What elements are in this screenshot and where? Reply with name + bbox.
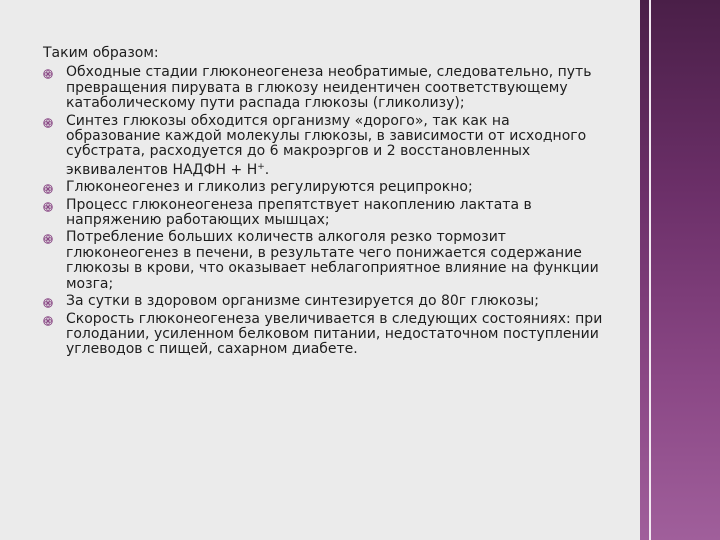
bullet-item [43, 230, 603, 292]
bullet-text: За сутки в здоровом организме синтезируется до 80г глюкозы; [66, 293, 539, 310]
bullet-text: Глюконеогенез и гликолиз регулируются реципрокно; [66, 179, 473, 196]
bullet-item [43, 114, 603, 179]
flower-bullet-icon [43, 183, 53, 193]
flower-bullet-icon [43, 117, 53, 127]
flower-bullet-icon [43, 201, 53, 211]
bullet-text: Потребление больших количеств алкоголя резко тормозит глюконеогенез в печени, в результате чего понижается содержание глюкозы в крови, что оказывает неблагоприятное влияние на функции мозга; [66, 229, 599, 292]
bullet-list [43, 65, 603, 357]
intro-text: Таким образом: [43, 45, 159, 61]
sidebar-divider-line [649, 0, 651, 540]
bullet-text: Скорость глюконеогенеза увеличивается в следующих состояниях: при голодании, усиленном белковом питании, недостаточном поступлении углеводов с пищей, сахарном диабете. [66, 310, 603, 358]
bullet-text: Обходные стадии глюконеогенеза необратимые, следовательно, путь превращения пирувата в глюкозу неидентичен соответствующему катаболическому пути распада глюкозы (гликолизу); [66, 64, 592, 112]
bullet-item [43, 294, 603, 309]
bullet-item [43, 198, 603, 229]
bullet-item [43, 312, 603, 358]
bullet-text: Процесс глюконеогенеза препятствует накоплению лактата в напряжению работающих мышцах; [66, 196, 532, 229]
bullet-item [43, 65, 603, 111]
slide-content [43, 46, 603, 360]
decorative-sidebar [640, 0, 720, 540]
superscript-plus: + [257, 161, 265, 172]
flower-bullet-icon [43, 297, 53, 307]
flower-bullet-icon [43, 233, 53, 243]
bullet-text: Синтез глюкозы обходится организму «дорого», так как на образование каждой молекулы глюкозы, в зависимости от исходного субстрата, расходуется до 6 макроэргов и 2 восстановленных эквивалентов НАДФН + Н [66, 112, 587, 178]
bullet-item [43, 180, 603, 195]
bullet-tail: . [264, 161, 270, 178]
flower-bullet-icon [43, 68, 53, 78]
flower-bullet-icon [43, 315, 53, 325]
